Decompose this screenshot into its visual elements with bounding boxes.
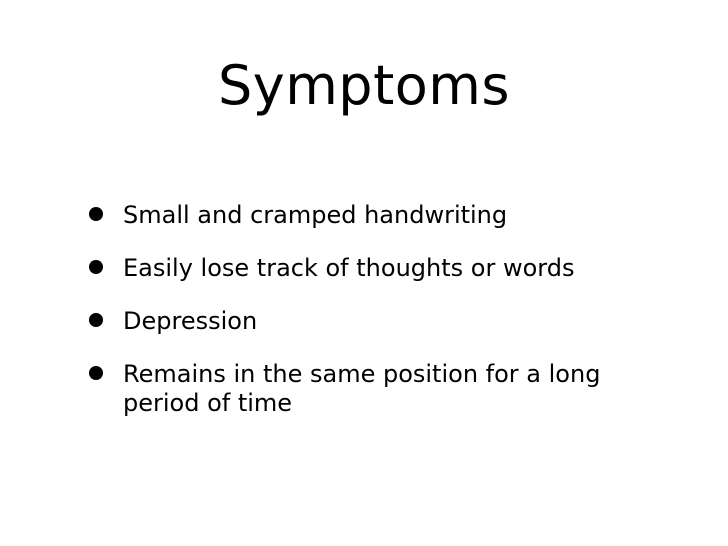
bullet-dot-icon bbox=[89, 260, 103, 274]
bullet-text: Depression bbox=[123, 307, 258, 335]
bullet-text: Small and cramped handwriting bbox=[123, 201, 508, 229]
bullet-dot-icon bbox=[89, 366, 103, 380]
bullet-item bbox=[88, 360, 648, 418]
bullet-item bbox=[88, 201, 648, 230]
bullet-dot-icon bbox=[89, 313, 103, 327]
bullet-dot-icon bbox=[89, 207, 103, 221]
bullet-text: Remains in the same position for a long period of time bbox=[123, 360, 601, 417]
bullet-item bbox=[88, 307, 648, 336]
bullet-list bbox=[88, 201, 648, 418]
slide-title: Symptoms bbox=[217, 54, 511, 117]
bullet-text: Easily lose track of thoughts or words bbox=[123, 254, 575, 282]
bullet-item bbox=[88, 254, 648, 283]
